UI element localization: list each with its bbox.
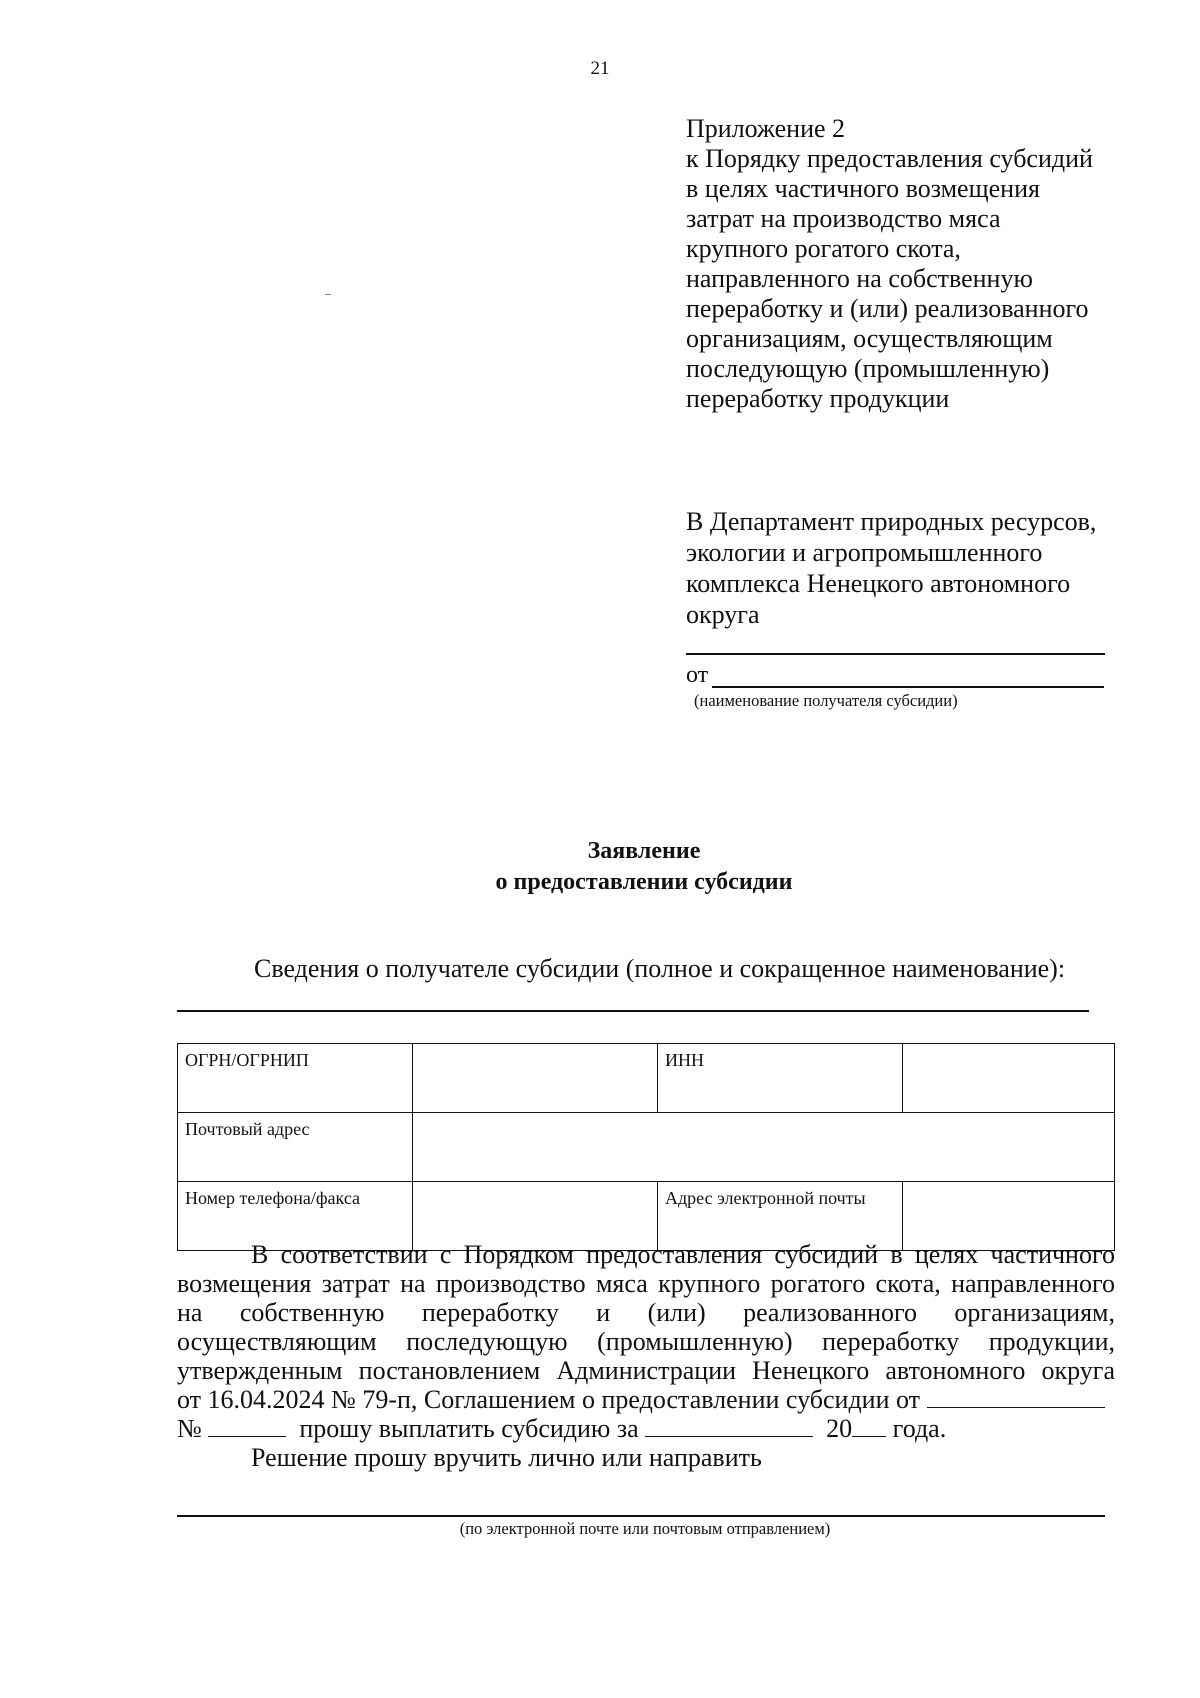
postal-address-label-cell: Почтовый адрес <box>178 1113 413 1182</box>
applicant-name-blank-line[interactable] <box>686 653 1105 655</box>
ogrn-value-cell[interactable] <box>413 1044 658 1113</box>
body-line: утвержденным постановлением Администрации Ненецкого автономного округа <box>177 1356 1115 1385</box>
addressee-line: экологии и агропромышленного <box>686 538 1043 567</box>
addressee-line: В Департамент природных ресурсов, <box>686 507 1097 536</box>
number-sign: № <box>177 1414 202 1443</box>
period-blank[interactable] <box>645 1414 813 1437</box>
ogrn-label-cell: ОГРН/ОГРНИП <box>178 1044 413 1113</box>
addressee-line: комплекса Ненецкого автономного <box>686 569 1071 598</box>
body-line: на собственную переработку и (или) реализованного организациям, <box>177 1298 1115 1327</box>
appendix-header <box>686 114 1126 414</box>
title-line-1: Заявление <box>587 838 701 864</box>
delivery-method-blank-line[interactable] <box>177 1515 1105 1517</box>
table-row <box>178 1113 1115 1182</box>
body-line: осуществляющим последующую (промышленную) переработку продукции, <box>177 1327 1115 1356</box>
appendix-line: организациям, осуществляющим <box>686 324 1053 353</box>
table-row <box>178 1044 1115 1113</box>
from-blank-line[interactable] <box>712 686 1104 688</box>
postal-address-value-cell[interactable] <box>413 1113 1115 1182</box>
addressee-line: округа <box>686 600 760 629</box>
agreement-date-blank[interactable] <box>927 1385 1105 1408</box>
appendix-line: переработку и (или) реализованного <box>686 294 1089 323</box>
appendix-line: направленного на собственную <box>686 264 1033 293</box>
email-label-cell: Адрес электронной почты <box>658 1182 903 1251</box>
appendix-line: затрат на производство мяса <box>686 204 1001 233</box>
document-title <box>0 836 1200 898</box>
body-line <box>177 1385 1115 1414</box>
appendix-line: Приложение 2 <box>686 114 846 143</box>
year-blank[interactable] <box>852 1414 886 1437</box>
appendix-line: к Порядку предоставления субсидий <box>686 144 1093 173</box>
body-line: В соответствии с Порядком предоставления субсидий в целях частичного <box>251 1240 1115 1269</box>
appendix-line: переработку продукции <box>686 384 950 413</box>
body-line <box>177 1414 1115 1443</box>
body-line-6-text: от 16.04.2024 № 79-п, Соглашением о предоставлении субсидии от <box>177 1385 921 1414</box>
scan-speck <box>325 294 331 295</box>
phone-fax-label-cell: Номер телефона/факса <box>178 1182 413 1251</box>
payment-request-text: прошу выплатить субсидию за <box>299 1414 639 1443</box>
body-line: возмещения затрат на производство мяса крупного рогатого скота, направленного <box>177 1269 1115 1298</box>
from-label: от <box>686 662 709 688</box>
year-prefix: 20 <box>826 1414 853 1443</box>
inn-label-cell: ИНН <box>658 1044 903 1113</box>
appendix-line: крупного рогатого скота, <box>686 234 961 263</box>
page-number: 21 <box>590 58 610 79</box>
delivery-caption: (по электронной почте или почтовым отправлением) <box>459 1519 831 1538</box>
from-caption: (наименование получателя субсидии) <box>694 691 958 710</box>
recipient-info-label: Сведения о получателе субсидии (полное и сокращенное наименование): <box>254 954 1066 983</box>
decision-line: Решение прошу вручить лично или направить <box>251 1443 762 1472</box>
title-line-2: о предоставлении субсидии <box>495 869 793 895</box>
inn-value-cell[interactable] <box>903 1044 1115 1113</box>
appendix-line: в целях частичного возмещения <box>686 174 1040 203</box>
recipient-info-table <box>177 1043 1115 1251</box>
year-suffix: года. <box>892 1414 947 1443</box>
application-body <box>177 1240 1115 1472</box>
agreement-number-blank[interactable] <box>208 1414 286 1437</box>
addressee-block <box>686 506 1126 630</box>
appendix-line: последующую (промышленную) <box>686 354 1050 383</box>
recipient-name-blank-line[interactable] <box>177 1010 1089 1012</box>
